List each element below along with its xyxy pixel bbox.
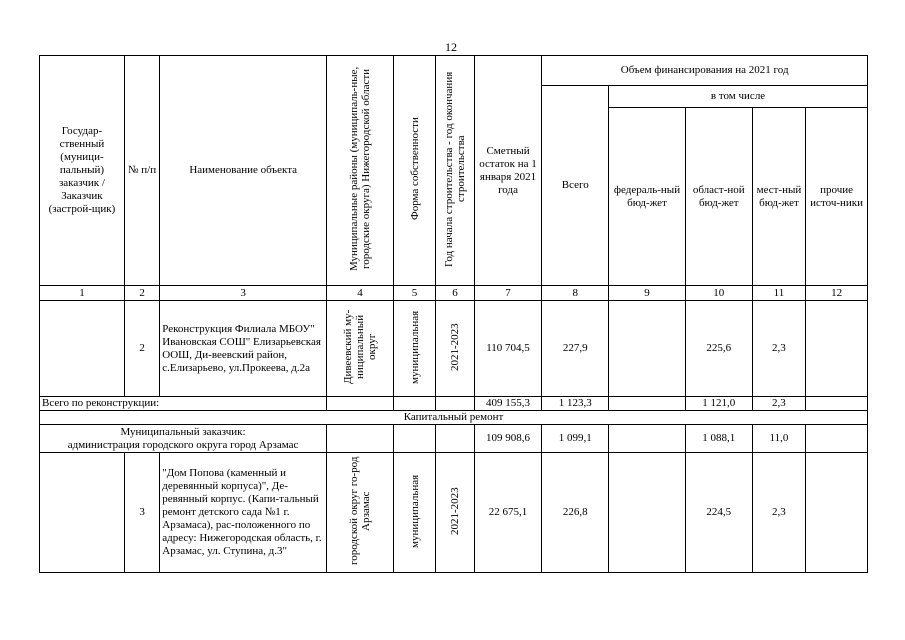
row3-municipality: [327, 453, 394, 573]
header-regional: област-ной бюд-жет: [685, 108, 752, 286]
col-num: 3: [160, 286, 327, 301]
section-row: [40, 411, 868, 425]
row3-federal: [609, 453, 686, 573]
empty-cell: [436, 425, 474, 453]
header-municipality-text: Муниципальные районы (муниципаль-ные, городские округа) Нижегородской области: [347, 66, 372, 271]
row2-num: 2: [124, 301, 159, 397]
row2-municipality-text: Дивеевский му-ниципальный округ: [341, 309, 378, 384]
row3-ownership: [393, 453, 435, 573]
header-local: мест-ный бюд-жет: [752, 108, 806, 286]
header-object-name: Наименование объекта: [160, 56, 327, 286]
row3-num: 3: [124, 453, 159, 573]
header-federal: федераль-ный бюд-жет: [609, 108, 686, 286]
row2-customer: [40, 301, 125, 397]
row2-balance: 110 704,5: [474, 301, 542, 397]
empty-cell: [436, 397, 474, 411]
col-num: 10: [685, 286, 752, 301]
empty-cell: [609, 425, 686, 453]
row2-name: Реконструкция Филиала МБОУ" Ивановская СОШ" Елизарьевская ООШ, Ди-веевский район, с.Елизарьево, ул.Прокеева, д.2а: [160, 301, 327, 397]
customer-label: [40, 425, 327, 453]
header-municipality: [327, 56, 394, 286]
empty-cell: [806, 425, 868, 453]
header-years-text: Год начала строительства - год окончания строительства: [442, 70, 467, 267]
col-num: 4: [327, 286, 394, 301]
col-num: 2: [124, 286, 159, 301]
total-reconstruction-label: Всего по реконструкции:: [40, 397, 327, 411]
row3-years: [436, 453, 474, 573]
customer-row: [40, 425, 868, 453]
financing-table: [39, 55, 868, 573]
row2-years-text: 2021-2023: [448, 322, 461, 371]
total-reconstruction-balance: 409 155,3: [474, 397, 542, 411]
row3-years-text: 2021-2023: [448, 486, 461, 535]
empty-cell: [806, 397, 868, 411]
empty-cell: [393, 397, 435, 411]
table-row-3: [40, 453, 868, 573]
row3-municipality-text: городской округ го-род Арзамас: [347, 456, 372, 565]
page-number: 12: [445, 40, 457, 54]
total-reconstruction-total: 1 123,3: [542, 397, 609, 411]
section-title: Капитальный ремонт: [40, 411, 868, 425]
col-num: 9: [609, 286, 686, 301]
customer-local: 11,0: [752, 425, 806, 453]
col-num: 1: [40, 286, 125, 301]
row2-other: [806, 301, 868, 397]
row2-total: 227,9: [542, 301, 609, 397]
header-including: в том числе: [609, 86, 868, 108]
customer-label-line1: Муниципальный заказчик:: [120, 425, 246, 438]
total-reconstruction-regional: 1 121,0: [685, 397, 752, 411]
empty-cell: [327, 425, 394, 453]
row3-name: "Дом Попова (каменный и деревянный корпуса)", Де-ревянный корпус. (Капи-тальный ремонт детского сада №1 г. Арзамаса), рас-положенного по адресу: Нижегородская область, г. Арзамас, ул. Ступина, д.3": [160, 453, 327, 573]
header-number: № п/п: [124, 56, 159, 286]
col-num: 11: [752, 286, 806, 301]
header-balance: Сметный остаток на 1 января 2021 года: [474, 56, 542, 286]
row3-local: 2,3: [752, 453, 806, 573]
row2-local: 2,3: [752, 301, 806, 397]
row3-balance: 22 675,1: [474, 453, 542, 573]
header-other: прочие источ-ники: [806, 108, 868, 286]
header-total: Всего: [542, 86, 609, 286]
row3-other: [806, 453, 868, 573]
col-num: 8: [542, 286, 609, 301]
empty-cell: [327, 397, 394, 411]
total-reconstruction-local: 2,3: [752, 397, 806, 411]
row3-ownership-text: муниципальная: [408, 473, 421, 548]
row2-federal: [609, 301, 686, 397]
row3-total: 226,8: [542, 453, 609, 573]
customer-total: 1 099,1: [542, 425, 609, 453]
customer-balance: 109 908,6: [474, 425, 542, 453]
col-num: 6: [436, 286, 474, 301]
header-funding: Объем финансирования на 2021 год: [542, 56, 868, 86]
customer-regional: 1 088,1: [685, 425, 752, 453]
row2-municipality: [327, 301, 394, 397]
row2-ownership-text: муниципальная: [408, 309, 421, 384]
row2-ownership: [393, 301, 435, 397]
customer-label-line2: администрация городского округа город Арзамас: [67, 438, 299, 451]
column-numbers-row: [40, 286, 868, 301]
empty-cell: [609, 397, 686, 411]
col-num: 12: [806, 286, 868, 301]
row3-regional: 224,5: [685, 453, 752, 573]
col-num: 5: [393, 286, 435, 301]
header-ownership-text: Форма собственности: [408, 117, 421, 220]
table-row-2: [40, 301, 868, 397]
row2-regional: 225,6: [685, 301, 752, 397]
header-ownership: [393, 56, 435, 286]
empty-cell: [393, 425, 435, 453]
row3-customer: [40, 453, 125, 573]
header-customer: Государ-ственный (муници-пальный) заказчик / Заказчик (застрой-щик): [40, 56, 125, 286]
col-num: 7: [474, 286, 542, 301]
row2-years: [436, 301, 474, 397]
total-reconstruction-row: [40, 397, 868, 411]
header-years: [436, 56, 474, 286]
